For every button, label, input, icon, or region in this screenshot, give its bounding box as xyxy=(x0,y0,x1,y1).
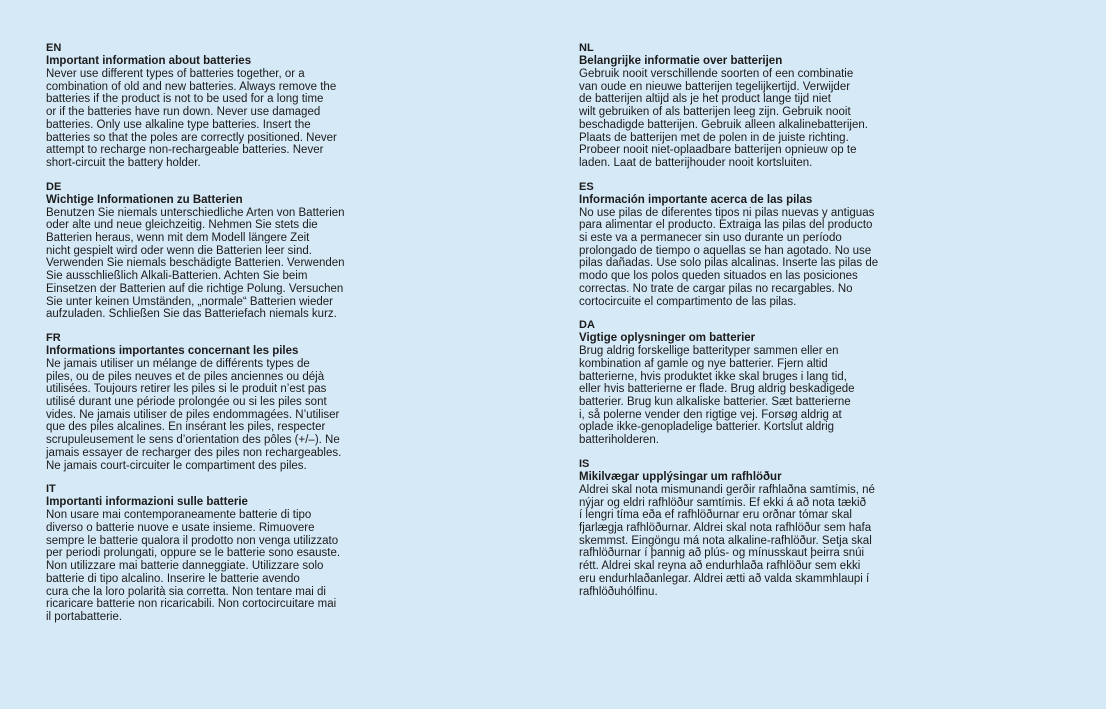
body-line: correctas. No trate de cargar pilas no recargables. No xyxy=(579,282,853,295)
body-line: rétt. Aldrei skal reyna að endurhlaða rafhlöður sem ekki xyxy=(579,560,861,573)
body-line: i, så polerne vender den rigtige vej. Forsøg aldrig at xyxy=(579,408,842,421)
language-code: EN xyxy=(46,42,62,54)
body-line: il portabatterie. xyxy=(46,610,123,623)
language-code: IT xyxy=(46,483,56,496)
body-line: rafhlöðuhólfinu. xyxy=(579,585,658,598)
section-heading: Informations importantes concernant les piles xyxy=(46,344,299,357)
section-heading: Important information about batteries xyxy=(46,55,252,67)
body-line: nicht gespielt wird oder wenn die Batterien leer sind. xyxy=(46,244,312,257)
section-heading: Información importante acerca de las pilas xyxy=(579,193,813,206)
section-fr xyxy=(46,332,406,472)
body-line: batterierne, hvis produktet ikke skal bruges i lang tid, xyxy=(579,370,847,383)
body-line: Ne jamais utiliser un mélange de différents types de xyxy=(46,357,310,370)
section-heading: Mikilvægar upplýsingar um rafhlöður xyxy=(579,470,782,483)
body-line: No use pilas de diferentes tipos ni pilas nuevas y antiguas xyxy=(579,206,875,219)
section-heading: Vigtige oplysninger om batterier xyxy=(579,332,756,345)
right-column xyxy=(579,42,939,609)
section-da xyxy=(579,319,939,447)
section-body xyxy=(46,509,406,623)
body-line: si este va a permanecer sin uso durante un período xyxy=(579,232,842,245)
body-line: Benutzen Sie niemals unterschiedliche Arten von Batterien xyxy=(46,206,345,219)
body-line: Non utilizzare mai batterie danneggiate. Utilizzare solo xyxy=(46,560,324,573)
section-heading: Wichtige Informationen zu Batterien xyxy=(46,193,243,206)
body-line: Verwenden Sie niemals beschädigte Batterien. Verwenden xyxy=(46,257,345,270)
body-line: para alimentar el producto. Extraiga las pilas del producto xyxy=(579,219,873,232)
body-line: rafhlöðurnar í þannig að plús- og mínusskaut þeirra snúi xyxy=(579,547,865,560)
language-code: IS xyxy=(579,457,590,470)
section-body xyxy=(46,358,406,472)
body-line: cura che la loro polarità sia corretta. Non tentare mai di xyxy=(46,585,326,598)
body-line: batteries if the product is not to be used for a long time xyxy=(46,93,324,106)
language-code: FR xyxy=(46,331,61,344)
body-line: batteries so that the poles are correctly positioned. Never xyxy=(46,131,337,144)
section-body xyxy=(46,207,406,321)
body-line: attempt to recharge non-rechargeable batteries. Never xyxy=(46,144,324,157)
body-line: Probeer nooit niet-oplaadbare batterijen opnieuw op te xyxy=(579,144,857,157)
section-en xyxy=(46,42,406,170)
body-line: prolongado de tiempo o aquellas se han agotado. No use xyxy=(579,244,872,257)
section-heading: Belangrijke informatie over batterijen xyxy=(579,55,783,67)
section-body xyxy=(579,68,939,170)
body-line: cortocircuite el compartimento de las pilas. xyxy=(579,295,797,308)
section-body xyxy=(46,68,406,170)
body-line: skemmst. Eingöngu má nota alkaline-rafhlöður. Setja skal xyxy=(579,534,872,547)
body-line: Einsetzen der Batterien auf die richtige Polung. Versuchen xyxy=(46,282,344,295)
language-code: DE xyxy=(46,180,62,193)
body-line: short-circuit the battery holder. xyxy=(46,156,201,169)
language-code: ES xyxy=(579,180,594,193)
section-body xyxy=(579,207,939,309)
body-line: per periodi prolungati, oppure se le batterie sono esauste. xyxy=(46,547,341,560)
body-line: í lengri tíma eða ef rafhlöðurnar eru orðnar tómar skal xyxy=(579,509,852,522)
body-line: Gebruik nooit verschillende soorten of een combinatie xyxy=(579,68,854,80)
body-line: combination of old and new batteries. Always remove the xyxy=(46,80,337,93)
language-code: NL xyxy=(579,42,594,54)
body-line: Sie unter keinen Umständen, „normale“ Batterien wieder xyxy=(46,295,334,308)
body-line: de batterijen altijd als je het product lange tijd niet xyxy=(579,93,831,106)
body-line: utilisées. Toujours retirer les piles si le produit n’est pas xyxy=(46,383,327,396)
section-es xyxy=(579,181,939,309)
body-line: diverso o batterie nuove e usate insieme. Rimuovere xyxy=(46,521,315,534)
left-column xyxy=(46,42,406,635)
section-nl xyxy=(579,42,939,170)
body-line: nýjar og eldri rafhlöður samtímis. Ef ekki á að nota tækið xyxy=(579,496,866,509)
body-line: pilas dañadas. Use solo pilas alcalinas. Inserte las pilas de xyxy=(579,257,879,270)
body-line: eller hvis batterierne er flade. Brug aldrig beskadigede xyxy=(579,383,855,396)
body-line: Sie ausschließlich Alkali-Batterien. Achten Sie beim xyxy=(46,270,308,283)
body-line: Batterien heraus, wenn mit dem Modell längere Zeit xyxy=(46,232,310,245)
body-line: or if the batteries have run down. Never use damaged xyxy=(46,106,321,119)
body-line: oplade ikke-genopladelige batterier. Kortslut aldrig xyxy=(579,421,835,434)
body-line: batterier. Brug kun alkaliske batterier. Sæt batterierne xyxy=(579,396,851,409)
body-line: Plaats de batterijen met de polen in de juiste richting. xyxy=(579,131,849,144)
section-is xyxy=(579,458,939,598)
body-line: Never use different types of batteries together, or a xyxy=(46,68,305,80)
body-line: wilt gebruiken of als batterijen leeg zijn. Gebruik nooit xyxy=(579,106,851,119)
body-line: Ne jamais court-circuiter le compartiment des piles. xyxy=(46,459,307,472)
body-line: Non usare mai contemporaneamente batterie di tipo xyxy=(46,509,312,522)
body-line: batterie di tipo alcalino. Inserire le batterie avendo xyxy=(46,572,300,585)
body-line: fjarlægja rafhlöðurnar. Aldrei skal nota rafhlöður sem hafa xyxy=(579,521,872,534)
language-code: DA xyxy=(579,319,595,332)
body-line: batteries. Only use alkaline type batteries. Insert the xyxy=(46,118,311,131)
body-line: piles, ou de piles neuves et de piles anciennes ou déjà xyxy=(46,370,325,383)
section-heading: Importanti informazioni sulle batterie xyxy=(46,496,248,509)
body-line: vides. Ne jamais utiliser de piles endommagées. N’utiliser xyxy=(46,408,340,421)
body-line: Aldrei skal nota mismunandi gerðir rafhlaðna samtímis, né xyxy=(579,483,875,496)
body-line: beschadigde batterijen. Gebruik alleen alkalinebatterijen. xyxy=(579,118,868,131)
section-body xyxy=(579,345,939,447)
body-line: utilisé durant une période prolongée ou si les piles sont xyxy=(46,396,327,409)
body-line: scrupuleusement le sens d’orientation des pôles (+/–). Ne xyxy=(46,434,340,447)
body-line: van oude en nieuwe batterijen tegelijkertijd. Verwijder xyxy=(579,80,851,93)
body-line: Brug aldrig forskellige batterityper sammen eller en xyxy=(579,345,839,358)
body-line: kombination af gamle og nye batterier. Fjern altid xyxy=(579,357,828,370)
section-de xyxy=(46,181,406,321)
body-line: jamais essayer de recharger des piles non rechargeables. xyxy=(46,446,342,459)
body-line: sempre le batterie qualora il prodotto non venga utilizzato xyxy=(46,534,339,547)
body-line: modo que los polos queden situados en las posiciones xyxy=(579,270,858,283)
body-line: ricaricare batterie non ricaricabili. Non cortocircuitare mai xyxy=(46,598,337,611)
body-line: batteriholderen. xyxy=(579,434,659,447)
section-it xyxy=(46,483,406,623)
section-body xyxy=(579,484,939,598)
body-line: que des piles alcalines. En insérant les piles, respecter xyxy=(46,421,326,434)
body-line: oder alte und neue gleichzeitig. Nehmen Sie stets die xyxy=(46,219,318,232)
body-line: aufzuladen. Schließen Sie das Batteriefach niemals kurz. xyxy=(46,308,337,321)
body-line: laden. Laat de batterijhouder nooit kortsluiten. xyxy=(579,156,813,169)
body-line: eru endurhlaðanlegar. Aldrei ætti að valda skammhlaupi í xyxy=(579,572,870,585)
